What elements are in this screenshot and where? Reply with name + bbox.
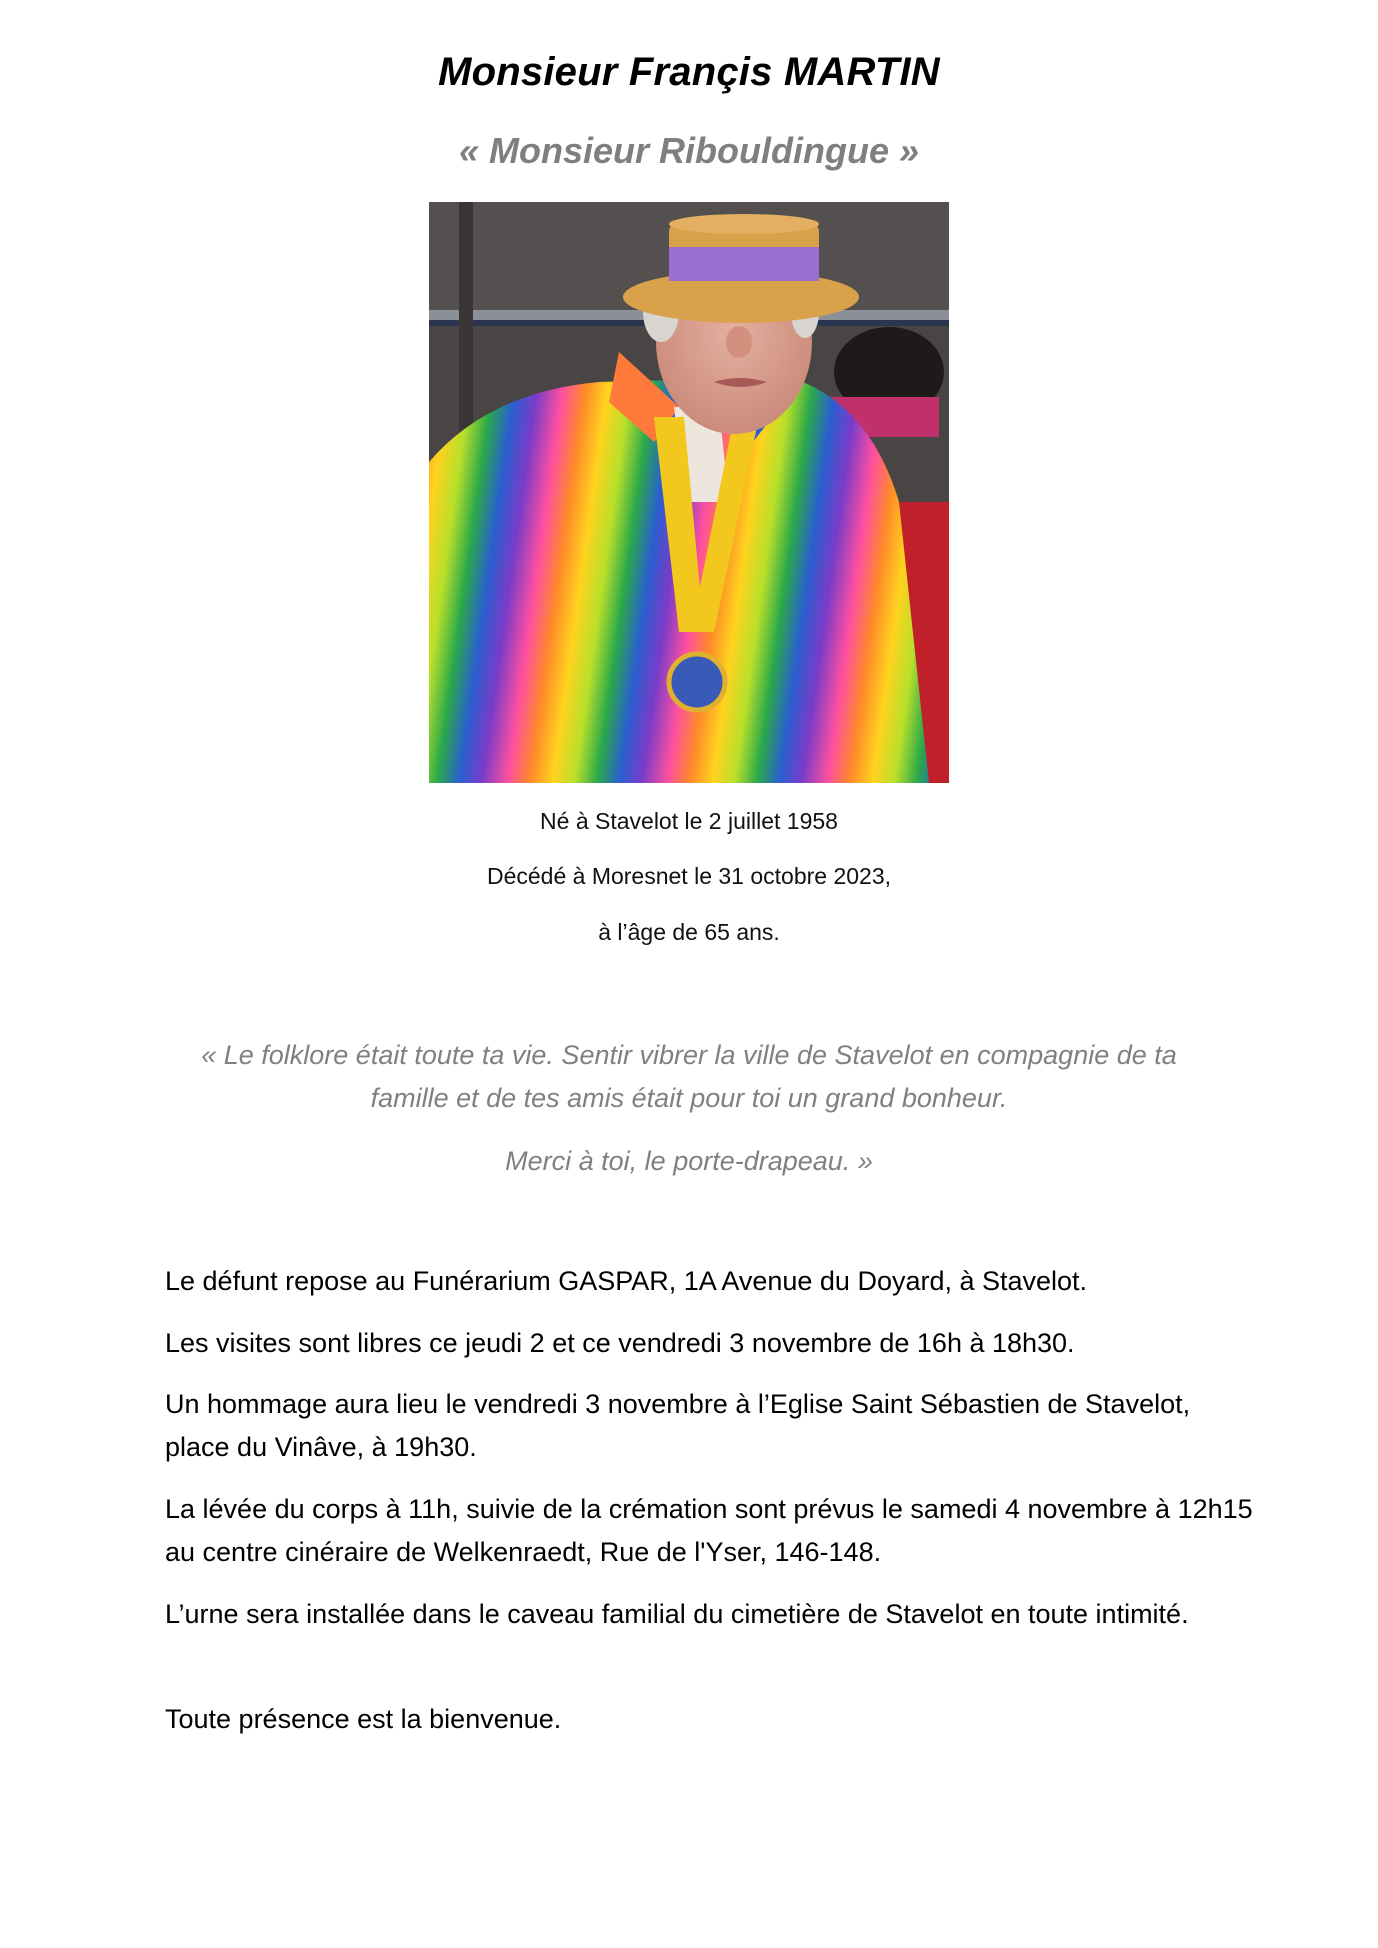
detail-paragraph: Les visites sont libres ce jeudi 2 et ce vendredi 3 novembre de 16h à 18h30. (165, 1328, 1075, 1358)
portrait-photo (429, 202, 949, 783)
detail-paragraph: L’urne sera installée dans le caveau familial du cimetière de Stavelot en toute intimité. (165, 1599, 1189, 1629)
age-line: à l’âge de 65 ans. (598, 919, 780, 945)
birth-line: Né à Stavelot le 2 juillet 1958 (540, 808, 838, 834)
tribute-closing: Merci à toi, le porte-drapeau. » (505, 1146, 873, 1176)
detail-paragraph: Un hommage aura lieu le vendredi 3 novembre à l’Eglise Saint Sébastien de Stavelot, place du Vinâve, à 19h30. (165, 1389, 1191, 1462)
nickname: « Monsieur Ribouldingue » (458, 130, 920, 171)
page-title: Monsieur Françis MARTIN (438, 50, 940, 94)
portrait-illustration (429, 202, 949, 783)
detail-paragraph: Le défunt repose au Funérarium GASPAR, 1A Avenue du Doyard, à Stavelot. (165, 1266, 1088, 1296)
detail-paragraph: Toute présence est la bienvenue. (165, 1704, 562, 1734)
death-line: Décédé à Moresnet le 31 octobre 2023, (486, 863, 892, 889)
tribute-quote-text: « Le folklore était toute ta vie. Sentir vibrer la ville de Stavelot en compagnie de ta famille et de tes amis était pour toi un grand bonheur. (201, 1040, 1177, 1113)
tribute-quote (0, 1034, 1378, 1120)
detail-paragraph: La lévée du corps à 11h, suivie de la crémation sont prévus le samedi 4 novembre à 12h15 au centre cinéraire de Welkenraedt, Rue de l'Yser, 146-148. (165, 1494, 1253, 1567)
